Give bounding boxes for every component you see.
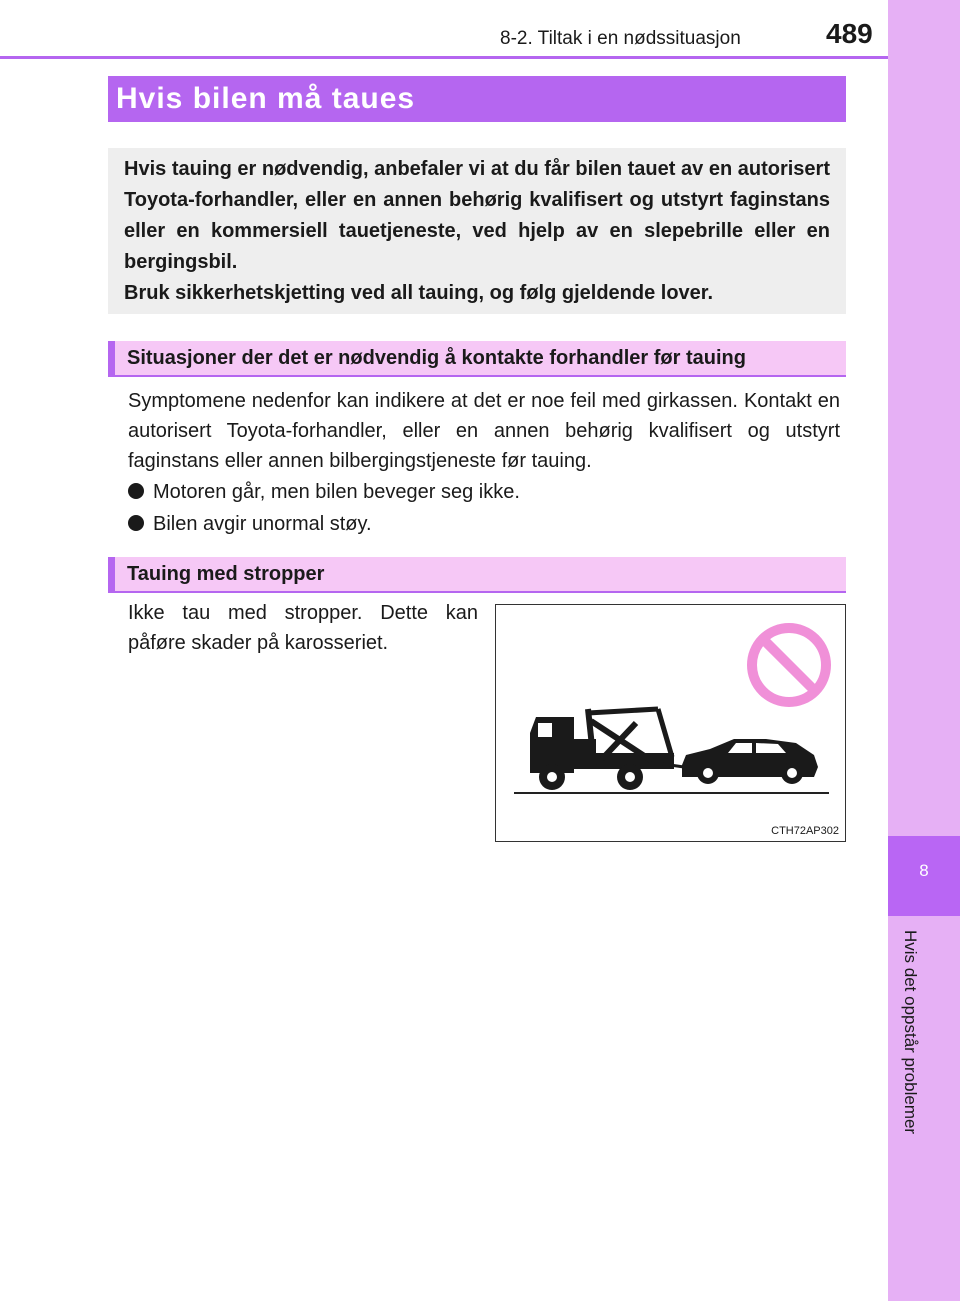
bullet-text: Bilen avgir unormal støy. [153, 513, 372, 535]
bullet-dot-icon [128, 515, 144, 531]
tow-truck-icon [530, 709, 684, 790]
chapter-number: 8 [888, 836, 960, 916]
intro-paragraph-rule: Bruk sikkerhetskjetting ved all tauing, og følg gjeldende lover. [124, 282, 714, 304]
chapter-title: Hvis det oppstår problemer [901, 930, 920, 1135]
intro-box [108, 148, 846, 314]
bullet-dot-icon [128, 483, 144, 499]
bullet-item [128, 477, 520, 507]
page-number: 489 [826, 18, 873, 49]
towed-car-icon [682, 739, 818, 784]
towing-illustration [495, 604, 846, 842]
section-heading-strap-towing: Tauing med stropper [108, 557, 846, 593]
section-body-symptoms: Symptomene nedenfor kan indikere at det er noe feil med girkassen. Kontakt en autorisert Toyota-forhandler, eller en annen behørig kvalifisert og utstyrt faginstans eller annen bilbergingstjeneste før tauing. [128, 390, 840, 472]
header-divider [0, 56, 888, 59]
figure-code: CTH72AP302 [771, 825, 839, 837]
prohibition-icon [752, 628, 826, 702]
page-title: Hvis bilen må taues [116, 82, 416, 115]
section-reference: 8-2. Tiltak i en nødssituasjon [500, 28, 741, 49]
section-heading-contact-dealer: Situasjoner der det er nødvendig å kontakte forhandler før tauing [108, 341, 846, 377]
intro-paragraph: Hvis tauing er nødvendig, anbefaler vi at du får bilen tauet av en autorisert Toyota-forhandler, eller en annen behørig kvalifisert og utstyrt faginstans eller en kommersiell tauetjeneste, ved hjelp av en slepebrille eller en bergingsbil. [124, 158, 830, 273]
section-body-strap-warning: Ikke tau med stropper. Dette kan påføre skader på karosseriet. [128, 602, 478, 654]
bullet-text: Motoren går, men bilen beveger seg ikke. [153, 481, 520, 503]
tow-truck-prohibited-icon [496, 605, 847, 843]
bullet-item [128, 509, 372, 539]
